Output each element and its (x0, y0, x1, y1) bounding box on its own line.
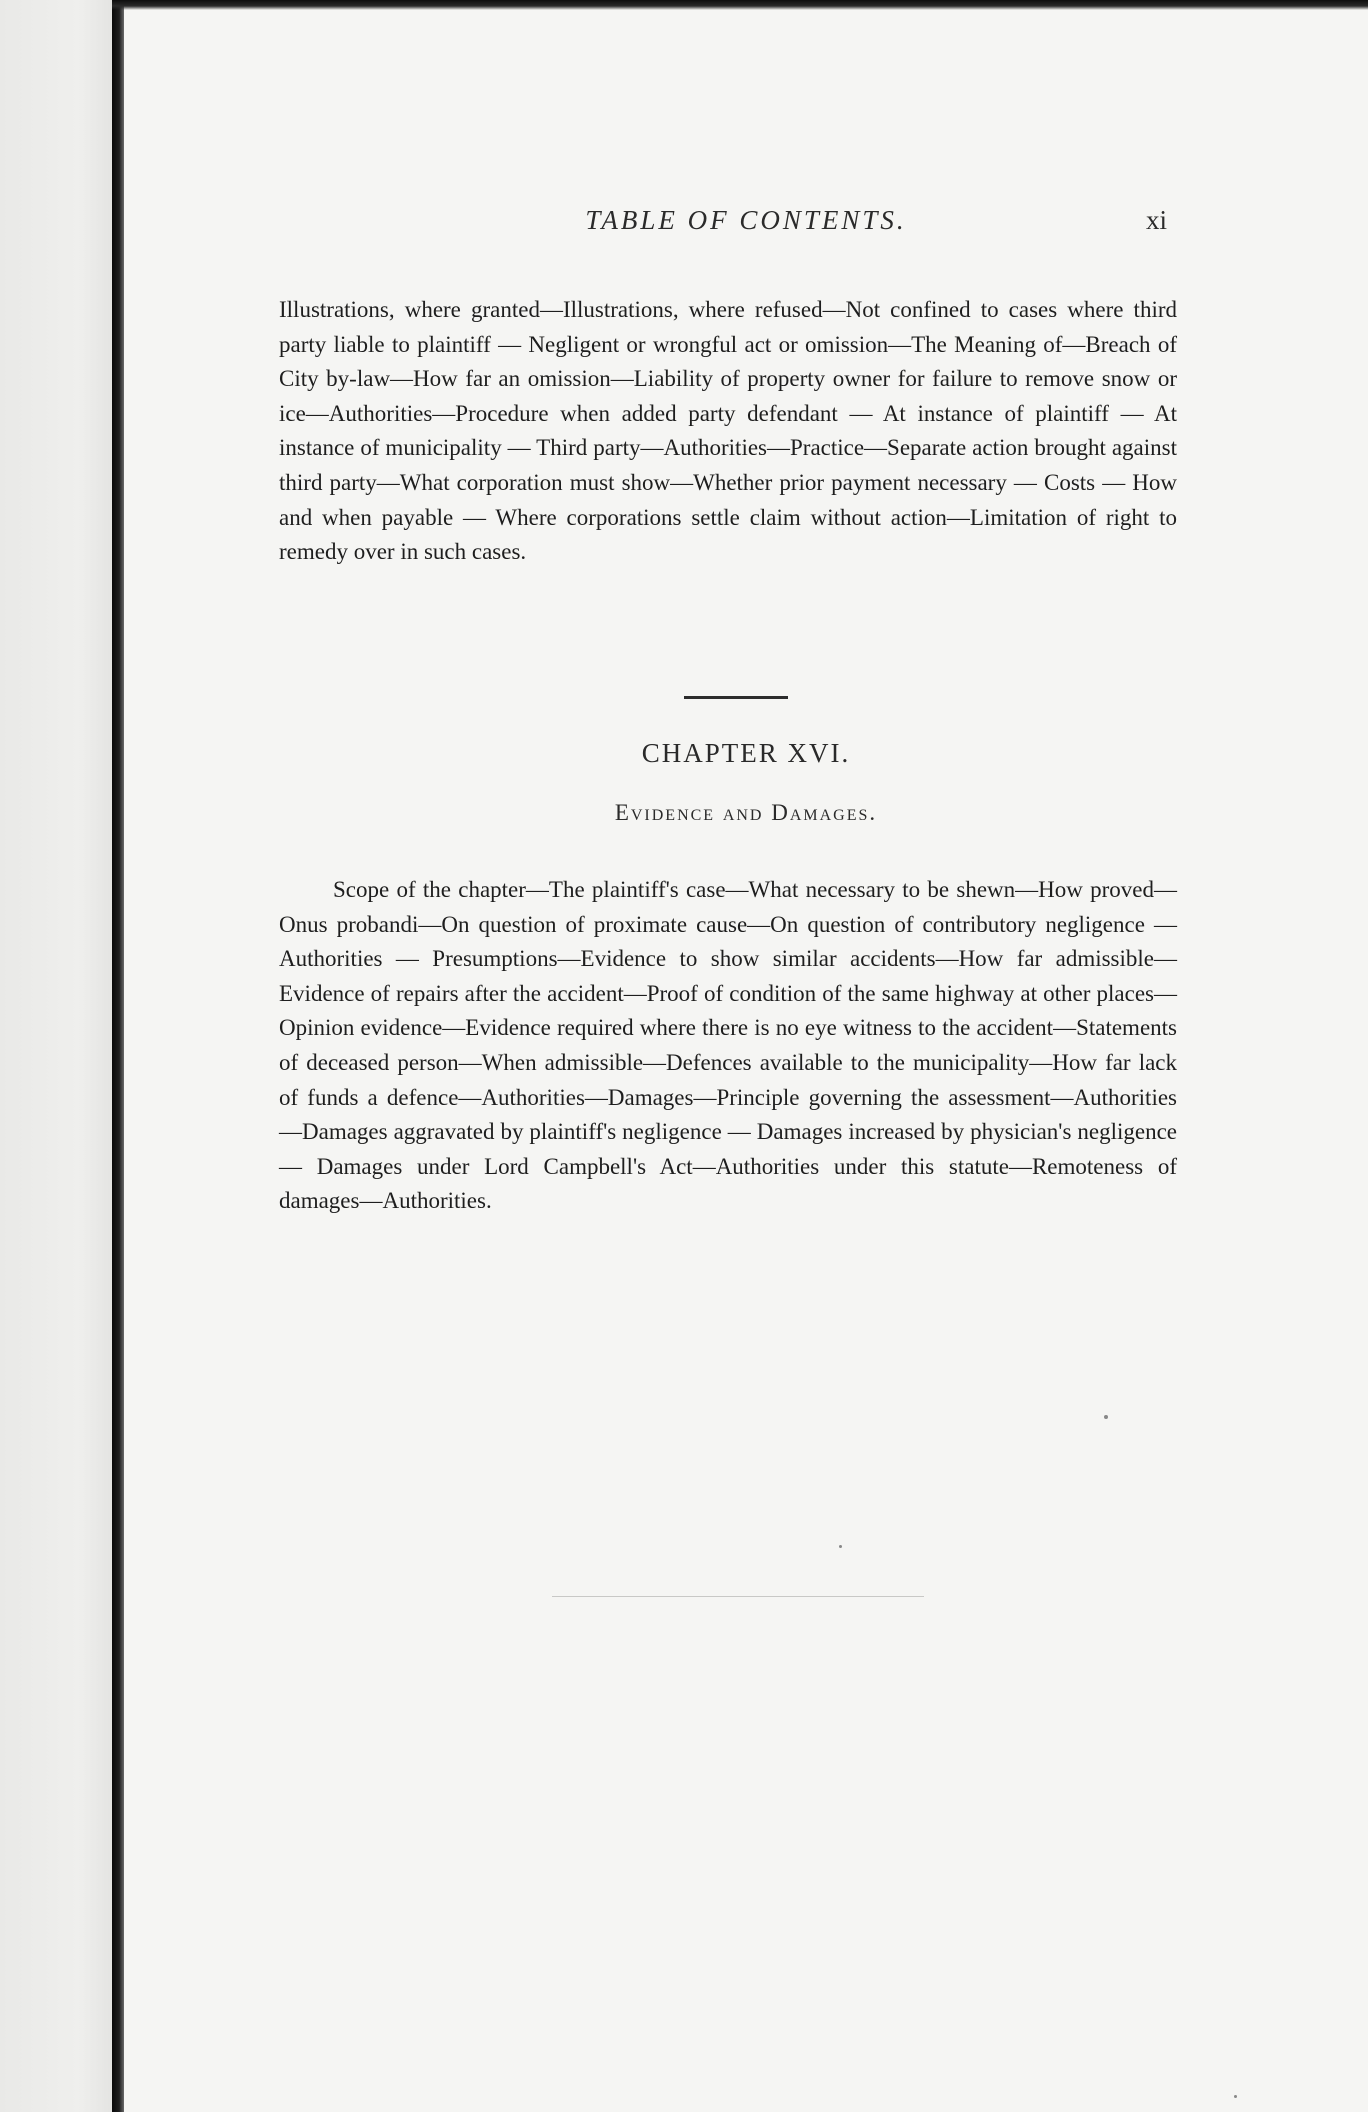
page-number: xi (1146, 205, 1168, 235)
book-page (124, 10, 1368, 2112)
paper-speck (1104, 1415, 1108, 1419)
chapter-heading: CHAPTER XVI. (641, 738, 851, 768)
left-margin (0, 0, 112, 2112)
faint-bleed-through-rule (552, 1596, 924, 1597)
chapter-subtitle: Evidence and Damages. (614, 800, 878, 825)
paper-speck (1234, 2095, 1237, 2098)
contents-paragraph-continued: Illustrations, where granted—Illustrations, where refused—Not confined to cases where third party liable to plaintiff — Negligent or wrongful act or omission—The Meaning of—Breach of City by-law—How far an omission—Liability of property owner for failure to remove snow or ice—Authorities—Procedure when added party defendant — At instance of plaintiff — At instance of municipality — Third party—Authorities—Practice—Separate action brought against third party—What corporation must show—Whether prior payment necessary — Costs — How and when payable — Where corporations settle claim without action—Limitation of right to remedy over in such cases. (279, 297, 1177, 565)
chapter-contents-paragraph: Scope of the chapter—The plaintiff's case—What necessary to be shewn—How proved—Onus probandi—On question of proximate cause—On question of contributory negligence — Authorities — Presumptions—Evidence to show similar accidents—How far admissible—Evidence of repairs after the accident—Proof of condition of the same highway at other places—Opinion evidence—Evidence required where there is no eye witness to the accident—Statements of deceased person—When admissible—Defences available to the municipality—How far lack of funds a defence—Authorities—Damages—Principle governing the assessment—Authorities—Damages aggravated by plaintiff's negligence — Damages increased by physician's negligence — Damages under Lord Campbell's Act—Authorities under this statute—Remoteness of damages—Authorities. (279, 877, 1177, 1214)
binding-edge (112, 0, 124, 2112)
section-divider (684, 696, 788, 699)
top-edge-shadow (112, 0, 1368, 10)
running-head: TABLE OF CONTENTS. (585, 205, 907, 235)
page-header (124, 205, 1368, 245)
paper-speck (839, 1545, 842, 1548)
